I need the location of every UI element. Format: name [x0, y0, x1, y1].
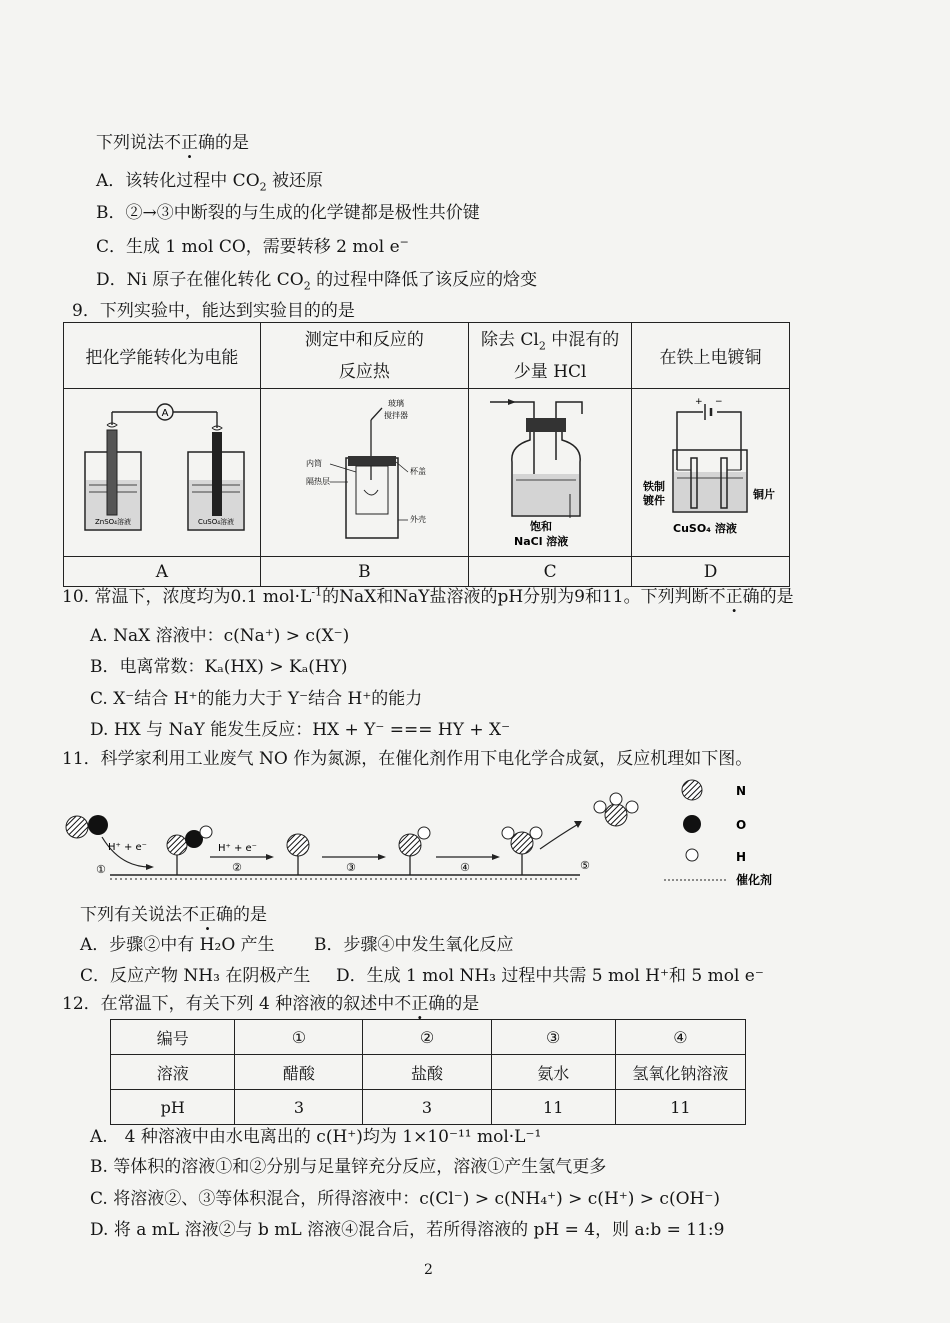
table-cell: 编号 [111, 1020, 235, 1055]
q8-option-d: D．Ni 原子在催化转化 $CO_2$ 的过程中降低了该反应的焓变 [96, 270, 538, 293]
q8-option-c: C．生成 1 mol CO，需要转移 2 mol e− [96, 235, 409, 257]
table-cell: 溶液 [111, 1055, 235, 1090]
q9-header-c: 除去 $Cl_2$ 中混有的 少量 HCl [469, 323, 632, 389]
svg-text:CuSO₄溶液: CuSO₄溶液 [197, 518, 234, 526]
q9-header-b: 测定中和反应的 反应热 [260, 323, 469, 389]
table-cell: 醋酸 [235, 1055, 363, 1090]
svg-text:搅拌器: 搅拌器 [384, 411, 409, 420]
svg-text:玻璃: 玻璃 [388, 399, 405, 408]
table-cell: 盐酸 [363, 1055, 491, 1090]
q8-stem: 下列说法不正确的是 [96, 133, 249, 153]
svg-text:−: − [715, 397, 723, 407]
svg-text:外壳: 外壳 [410, 515, 427, 524]
q12-option-c: C. 将溶液②、③等体积混合，所得溶液中：c(Cl⁻) > c(NH₄⁺) > c(H⁺) > c(OH⁻) [90, 1189, 720, 1209]
q9-label-b: B [260, 557, 469, 587]
q8-option-a: A．该转化过程中 $CO_2$ 被还原 [96, 171, 324, 194]
svg-text:内筒: 内筒 [306, 459, 323, 468]
svg-text:镀件: 镀件 [643, 494, 666, 507]
electroplating-diagram [633, 390, 788, 550]
calorimeter-diagram [264, 390, 464, 550]
q9-figure-d [632, 389, 790, 557]
q12-option-b: B. 等体积的溶液①和②分别与足量锌充分反应，溶液①产生氢气更多 [90, 1157, 607, 1177]
svg-text:③: ③ [346, 861, 356, 874]
svg-text:②: ② [232, 861, 242, 874]
q11-sub-stem: 下列有关说法不正确的是 [80, 905, 267, 925]
q12-option-a: A. 4 种溶液中由水电离出的 c(H⁺)均为 1×10⁻¹¹ mol·L⁻¹ [90, 1127, 542, 1147]
page-number: 2 [424, 1262, 433, 1278]
svg-text:①: ① [96, 863, 106, 876]
svg-text:ZnSO₄溶液: ZnSO₄溶液 [94, 518, 131, 526]
q8-option-b: B．②→③中断裂的与生成的化学键都是极性共价键 [96, 203, 480, 223]
table-cell: 3 [235, 1090, 363, 1125]
svg-text:杯盖: 杯盖 [410, 467, 427, 476]
table-row [111, 1090, 746, 1125]
svg-text:NaCl 溶液: NaCl 溶液 [514, 535, 569, 548]
svg-text:铁制: 铁制 [643, 480, 666, 493]
q11-option-b: B．步骤④中发生氧化反应 [314, 935, 514, 955]
svg-text:饱和: 饱和 [530, 520, 553, 533]
svg-text:A: A [161, 408, 169, 419]
svg-text:H: H [736, 850, 747, 864]
svg-text:N: N [736, 784, 747, 798]
table-cell: 氨水 [491, 1055, 615, 1090]
q10-option-d: D. HX 与 NaY 能发生反应：HX + Y⁻ === HY + X⁻ [90, 720, 511, 740]
table-cell: ① [235, 1020, 363, 1055]
svg-text:H⁺ + e⁻: H⁺ + e⁻ [108, 842, 147, 853]
q12-stem: 12．在常温下，有关下列 4 种溶液的叙述中不正确的是 [62, 994, 480, 1014]
table-cell: 氢氧化钠溶液 [615, 1055, 745, 1090]
q9-header-d: 在铁上电镀铜 [632, 323, 790, 389]
q9-figure-b [260, 389, 469, 557]
svg-text:CuSO₄ 溶液: CuSO₄ 溶液 [673, 522, 737, 535]
svg-text:铜片: 铜片 [753, 488, 776, 501]
galvanic-cell-diagram [67, 390, 257, 550]
q11-option-c: C．反应产物 NH₃ 在阴极产生 [80, 966, 311, 986]
q9-stem: 9．下列实验中，能达到实验目的的是 [72, 301, 355, 321]
q11-option-a: A．步骤②中有 H₂O 产生 [80, 935, 275, 955]
q10-option-a: A. NaX 溶液中：c(Na⁺) > c(X⁻) [90, 626, 350, 646]
table-cell: ④ [615, 1020, 745, 1055]
q10-option-c: C. X⁻结合 H⁺的能力大于 Y⁻结合 H⁺的能力 [90, 689, 423, 709]
table-cell: ③ [491, 1020, 615, 1055]
svg-text:隔热层: 隔热层 [306, 477, 331, 486]
table-cell: 3 [363, 1090, 491, 1125]
table-cell: pH [111, 1090, 235, 1125]
svg-text:+: + [695, 397, 703, 407]
q9-label-c: C [469, 557, 632, 587]
svg-text:催化剂: 催化剂 [736, 873, 773, 887]
zinc-electrode [107, 430, 117, 515]
table-row [111, 1055, 746, 1090]
table-row [111, 1020, 746, 1055]
q11-stem: 11．科学家利用工业废气 NO 作为氮源，在催化剂作用下电化学合成氨，反应机理如下图。 [62, 749, 753, 769]
table-cell: 11 [491, 1090, 615, 1125]
svg-text:O: O [736, 818, 747, 832]
q9-figure-c [469, 389, 632, 557]
table-cell: ② [363, 1020, 491, 1055]
q9-table [63, 322, 790, 587]
svg-text:H⁺ + e⁻: H⁺ + e⁻ [218, 843, 257, 854]
q9-label-a: A [64, 557, 261, 587]
copper-electrode [212, 432, 222, 516]
svg-text:⑤: ⑤ [580, 859, 590, 872]
q12-table [110, 1019, 746, 1125]
q12-option-d: D. 将 a mL 溶液②与 b mL 溶液④混合后，若所得溶液的 pH = 4，则 a:b = 11:9 [90, 1220, 725, 1240]
gas-washing-bottle-diagram [470, 390, 630, 550]
q9-header-a: 把化学能转化为电能 [64, 323, 261, 389]
q9-label-d: D [632, 557, 790, 587]
q10-option-b: B．电离常数：Kₐ(HX) > Kₐ(HY) [90, 657, 348, 677]
nitrogen-atom-icon [66, 816, 88, 838]
table-cell: 11 [615, 1090, 745, 1125]
svg-text:④: ④ [460, 861, 470, 874]
oxygen-atom-icon [88, 815, 108, 835]
q11-option-d: D．生成 1 mol NH₃ 过程中共需 5 mol H⁺和 5 mol e⁻ [336, 966, 764, 986]
nh3-mechanism-diagram [60, 775, 800, 900]
q9-figure-a [64, 389, 261, 557]
q10-stem: 10. 常温下，浓度均为0.1 $mol\cdot L^{-1}$的NaX和NaY盐溶液的pH分别为9和11。下列判断不正确的是 [62, 585, 794, 607]
